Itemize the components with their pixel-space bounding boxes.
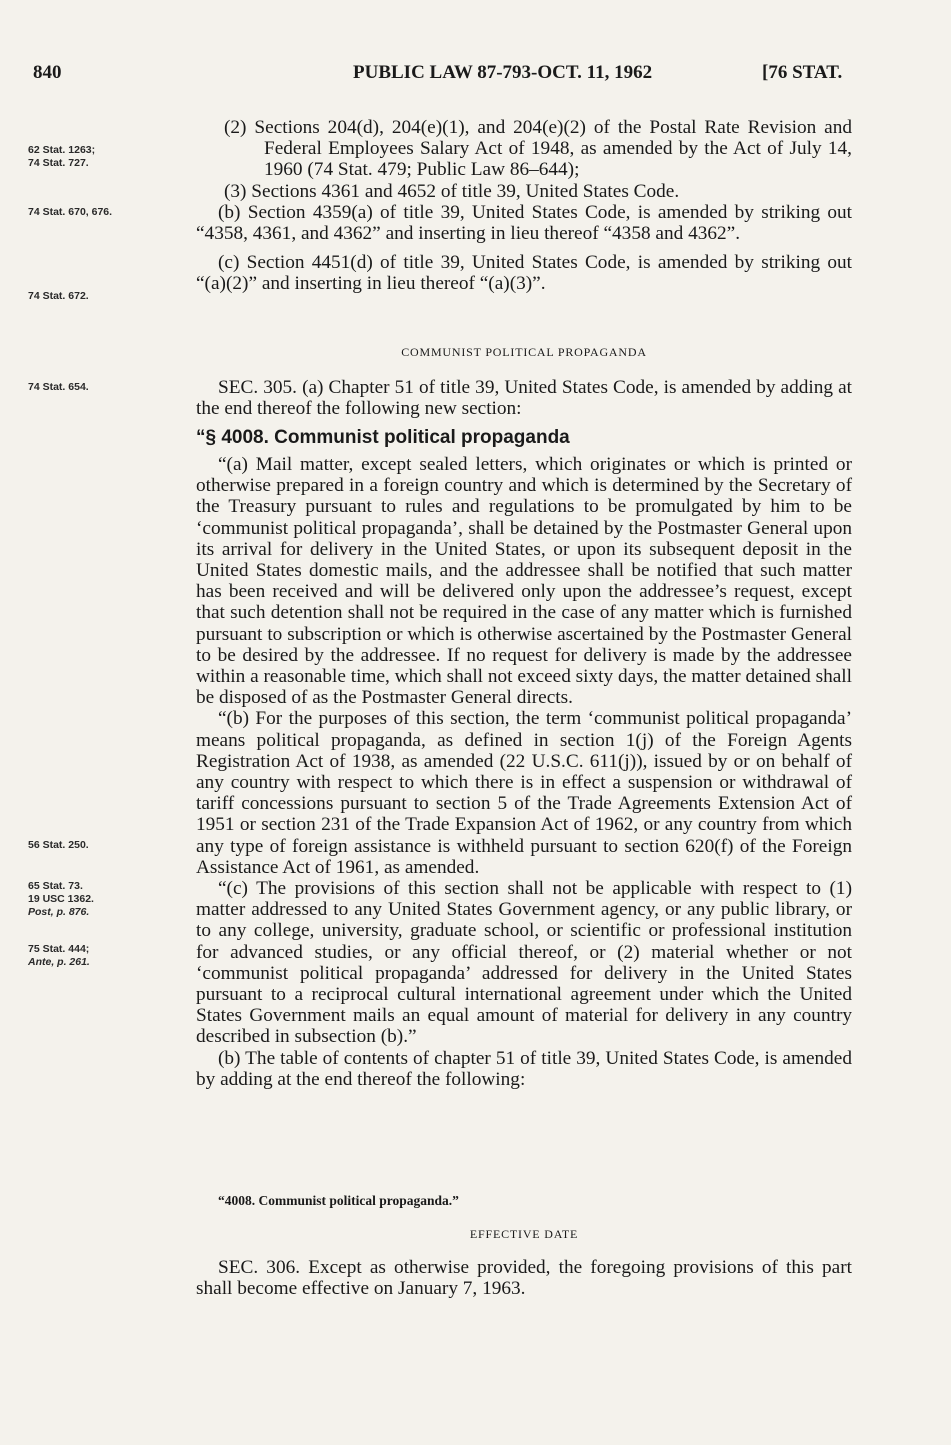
subsection-b: (b) Section 4359(a) of title 39, United States Code, is amended by striking out “4358, 4361, and 4362” and inserting in lieu thereof “4358 and 4362”. [196,201,852,245]
margin-note [28,144,168,170]
paragraph-b: “(b) For the purposes of this section, the term ‘communist political propaganda’ means political propaganda, as defined in section 1(j) of the Foreign Agents Registration Act of 1938, as amended (22 U.S.C. 611(j)), issued by or on behalf of any country with respect to which there is in effect a suspension or withdrawal of tariff concessions pursuant to section 5 of the Trade Agreements Extension Act of 1951 or section 231 of the Trade Expansion Act of 1962, or any country from which any type of foreign assistance is withheld pursuant to section 620(f) of the Foreign Assistance Act of 1961, as amended. [196,708,852,878]
amendment-block [196,117,852,295]
page-number: 840 [33,62,62,83]
section-305 [196,377,852,419]
clause-2: (2) Sections 204(d), 204(e)(1), and 204(e)(2) of the Postal Rate Revision and Federal Employees Salary Act of 1948, as amended by the Act of July 14, 1960 (74 Stat. 479; Public Law 86–644); [224,117,852,181]
margin-note-line: 62 Stat. 1263; [28,144,96,156]
new-section-body [196,454,852,1090]
margin-note: 74 Stat. 654. [28,381,89,393]
margin-note-line: 74 Stat. 727. [28,157,89,169]
section-label: SEC. 305. [218,377,297,398]
statute-volume: [76 STAT. [762,62,843,83]
margin-note-line: Ante, p. 261. [28,956,90,968]
margin-note: 74 Stat. 672. [28,290,89,302]
section-306 [196,1257,852,1299]
margin-note-line: 19 USC 1362. [28,893,94,905]
running-title: PUBLIC LAW 87-793-OCT. 11, 1962 [353,62,653,83]
paragraph-a: “(a) Mail matter, except sealed letters, which originates or which is printed or otherwise prepared in a foreign country and which is determined by the Secretary of the Treasury pursuant to rules and regulations to be promulgated by him to be ‘communist political propaganda’, shall be detained by the Postmaster General upon its arrival for delivery in the United States, or upon its subsequent deposit in the United States domestic mails, and the addressee shall be notified that such matter has been received and will be delivered only upon the addressee’s request, except that such detention shall not be required in the case of any matter which is furnished pursuant to subscription or which is otherwise ascertained by the Postmaster General to be desired by the addressee. If no request for delivery is made by the addressee within a reasonable time, which shall not exceed sixty days, the matter detained shall be disposed of as the Postmaster General directs. [196,454,852,709]
section-heading: “§ 4008. Communist political propaganda [196,427,570,448]
table-of-contents-amendment: (b) The table of contents of chapter 51 of title 39, United States Code, is amended by adding at the end thereof the following: [196,1047,852,1090]
margin-note-line: 65 Stat. 73. [28,880,83,892]
section-caption: COMMUNIST POLITICAL PROPAGANDA [401,345,647,359]
margin-note: 56 Stat. 250. [28,839,89,851]
margin-note-line: 75 Stat. 444; [28,943,90,955]
margin-note [28,880,168,919]
section-caption: EFFECTIVE DATE [469,1227,579,1241]
clause-3: (3) Sections 4361 and 4652 of title 39, United States Code. [224,180,680,202]
margin-note-line: Post, p. 876. [28,906,90,918]
margin-note [28,943,168,969]
toc-line: “4008. Communist political propaganda.” [218,1193,459,1208]
section-text: (a) Chapter 51 of title 39, United States Code, is amended by adding at the end thereof the following new section: [196,377,852,420]
subsection-c: (c) Section 4451(d) of title 39, United States Code, is amended by striking out “(a)(2)” and inserting in lieu thereof “(a)(3)”. [196,252,852,295]
paragraph-c: “(c) The provisions of this section shall not be applicable with respect to (1) matter addressed to any United States Government agency, or any public library, or to any college, university, graduate school, or scientific or professional institution for advanced studies, or any official thereof, or (2) material whether or not ‘communist political propaganda’ addressed for delivery in the United States pursuant to a reciprocal cultural international agreement under which the United States Government mails an equal amount of material for delivery in any country described in subsection (b).” [196,878,852,1048]
section-text: Except as otherwise provided, the foregoing provisions of this part shall become effective on January 7, 1963. [196,1257,853,1300]
margin-note: 74 Stat. 670, 676. [28,206,113,218]
section-label: SEC. 306. [218,1257,301,1278]
